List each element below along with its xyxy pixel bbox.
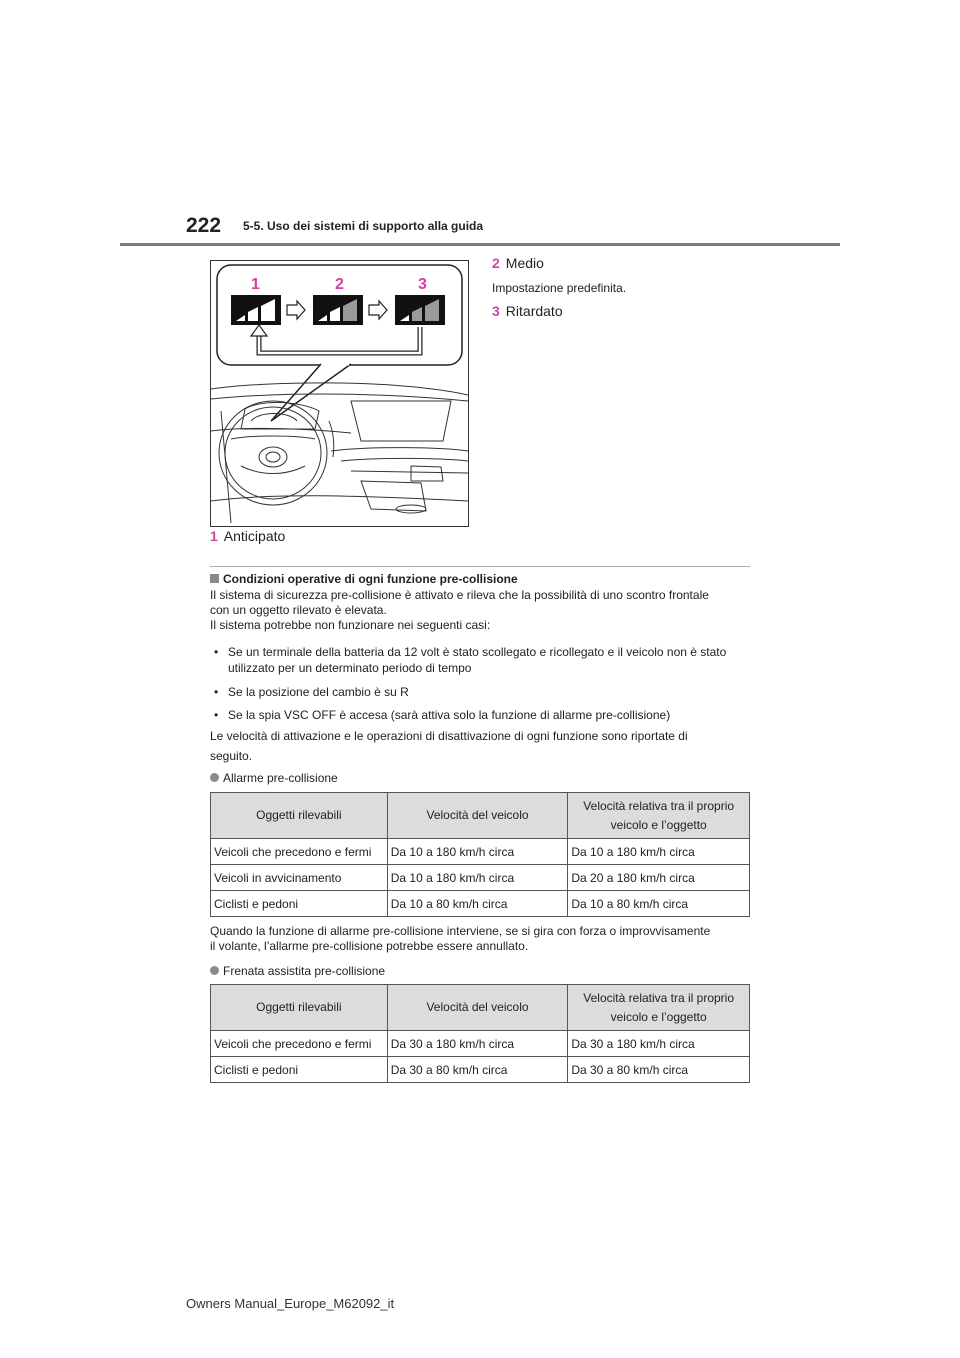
timing-icon-late [395,295,445,325]
header-divider [120,243,840,246]
option-label: Anticipato [223,528,286,544]
section-title: 5-5. Uso dei sistemi di supporto alla guida [243,219,484,233]
brake-title [210,964,750,979]
conditions-intro [210,588,750,633]
paragraph-line: seguito. [210,749,253,763]
subsection-title: Allarme pre-collisione [223,771,338,785]
table-cell: Da 30 a 80 km/h circa [568,1057,750,1083]
bullet-dot-icon: • [214,708,219,722]
conditions-heading [210,572,750,587]
paragraph-line: Le velocità di attivazione e le operazioni di disattivazione di ogni funzione sono riportate di [210,729,688,743]
option-medium [492,255,544,271]
table-header-row [211,985,750,1031]
table-cell: Da 10 a 180 km/h circa [568,839,750,865]
alarm-note [210,924,750,954]
table-cell: Da 10 a 80 km/h circa [387,891,568,917]
alarm-title [210,771,750,786]
figure-label-3: 3 [418,276,427,293]
square-bullet-icon [210,574,219,583]
option-early [210,528,285,544]
table-cell: Da 30 a 180 km/h circa [387,1031,568,1057]
table-header-row [211,793,750,839]
table-cell: Ciclisti e pedoni [211,1057,388,1083]
table-row [211,891,750,917]
paragraph-line: Quando la funzione di allarme pre-collisione interviene, se si gira con forza o improvvisamente [210,924,711,938]
table-row [211,839,750,865]
brake-speed-table [210,984,750,1083]
option-late [492,303,563,319]
round-bullet-icon [210,966,219,975]
list-item [214,707,750,725]
list-item [214,644,750,678]
option-number: 1 [210,528,218,544]
list-item-text: Se la spia VSC OFF è accesa (sarà attiva solo la funzione di allarme pre-collisione) [228,708,671,722]
column-header: Velocità relativa tra il proprio veicolo e l’oggetto [568,793,750,839]
page-number: 222 [186,214,222,237]
table-cell: Da 20 a 180 km/h circa [568,865,750,891]
option-label: Medio [505,255,544,271]
subheading: Condizioni operative di ogni funzione pre-collisione [223,572,518,586]
list-item [214,684,750,702]
list-item-text: Se un terminale della batteria da 12 volt è stato scollegato e ricollegato e il veicolo non è stato utilizzato per un determinato periodo di tempo [228,645,727,675]
option-label: Ritardato [505,303,563,319]
paragraph-line: Il sistema potrebbe non funzionare nei seguenti casi: [210,618,491,632]
dashboard-drawing [211,383,468,523]
subsection-title: Frenata assistita pre-collisione [223,964,386,978]
paragraph-line: Il sistema di sicurezza pre-collisione è attivato e rileva che la possibilità di uno scontro frontale [210,588,709,602]
option-number: 2 [492,255,500,271]
table-cell: Da 10 a 180 km/h circa [387,839,568,865]
page-header [0,0,960,250]
table-cell: Ciclisti e pedoni [211,891,388,917]
table-cell: Veicoli che precedono e fermi [211,839,388,865]
bullet-dot-icon: • [214,645,219,659]
table-cell: Da 10 a 80 km/h circa [568,891,750,917]
table-cell: Da 30 a 80 km/h circa [387,1057,568,1083]
table-cell: Da 30 a 180 km/h circa [568,1031,750,1057]
paragraph-line: con un oggetto rilevato è elevata. [210,603,387,617]
column-header: Velocità relativa tra il proprio veicolo e l’oggetto [568,985,750,1031]
bullet-dot-icon: • [214,685,219,699]
list-item-text: Se la posizione del cambio è su R [228,685,409,699]
column-header: Velocità del veicolo [387,985,568,1031]
column-header: Oggetti rilevabili [211,793,388,839]
table-row [211,1031,750,1057]
table-cell: Da 10 a 180 km/h circa [387,865,568,891]
section-divider [210,566,750,567]
round-bullet-icon [210,773,219,782]
timing-illustration [210,260,469,527]
timing-icon-medium [313,295,363,325]
option-number: 3 [492,303,500,319]
table-row [211,865,750,891]
figure-label-1: 1 [251,276,260,293]
alarm-speed-table [210,792,750,917]
table-cell: Veicoli in avvicinamento [211,865,388,891]
figure-label-2: 2 [335,276,344,293]
option-description: Impostazione predefinita. [492,281,627,295]
timing-icon-early [231,295,281,325]
paragraph-line: il volante, l’allarme pre-collisione potrebbe essere annullato. [210,939,529,953]
column-header: Velocità del veicolo [387,793,568,839]
table-row [211,1057,750,1083]
table-cell: Veicoli che precedono e fermi [211,1031,388,1057]
column-header: Oggetti rilevabili [211,985,388,1031]
speeds-intro [210,726,750,766]
page-footer: Owners Manual_Europe_M62092_it [186,1296,395,1311]
